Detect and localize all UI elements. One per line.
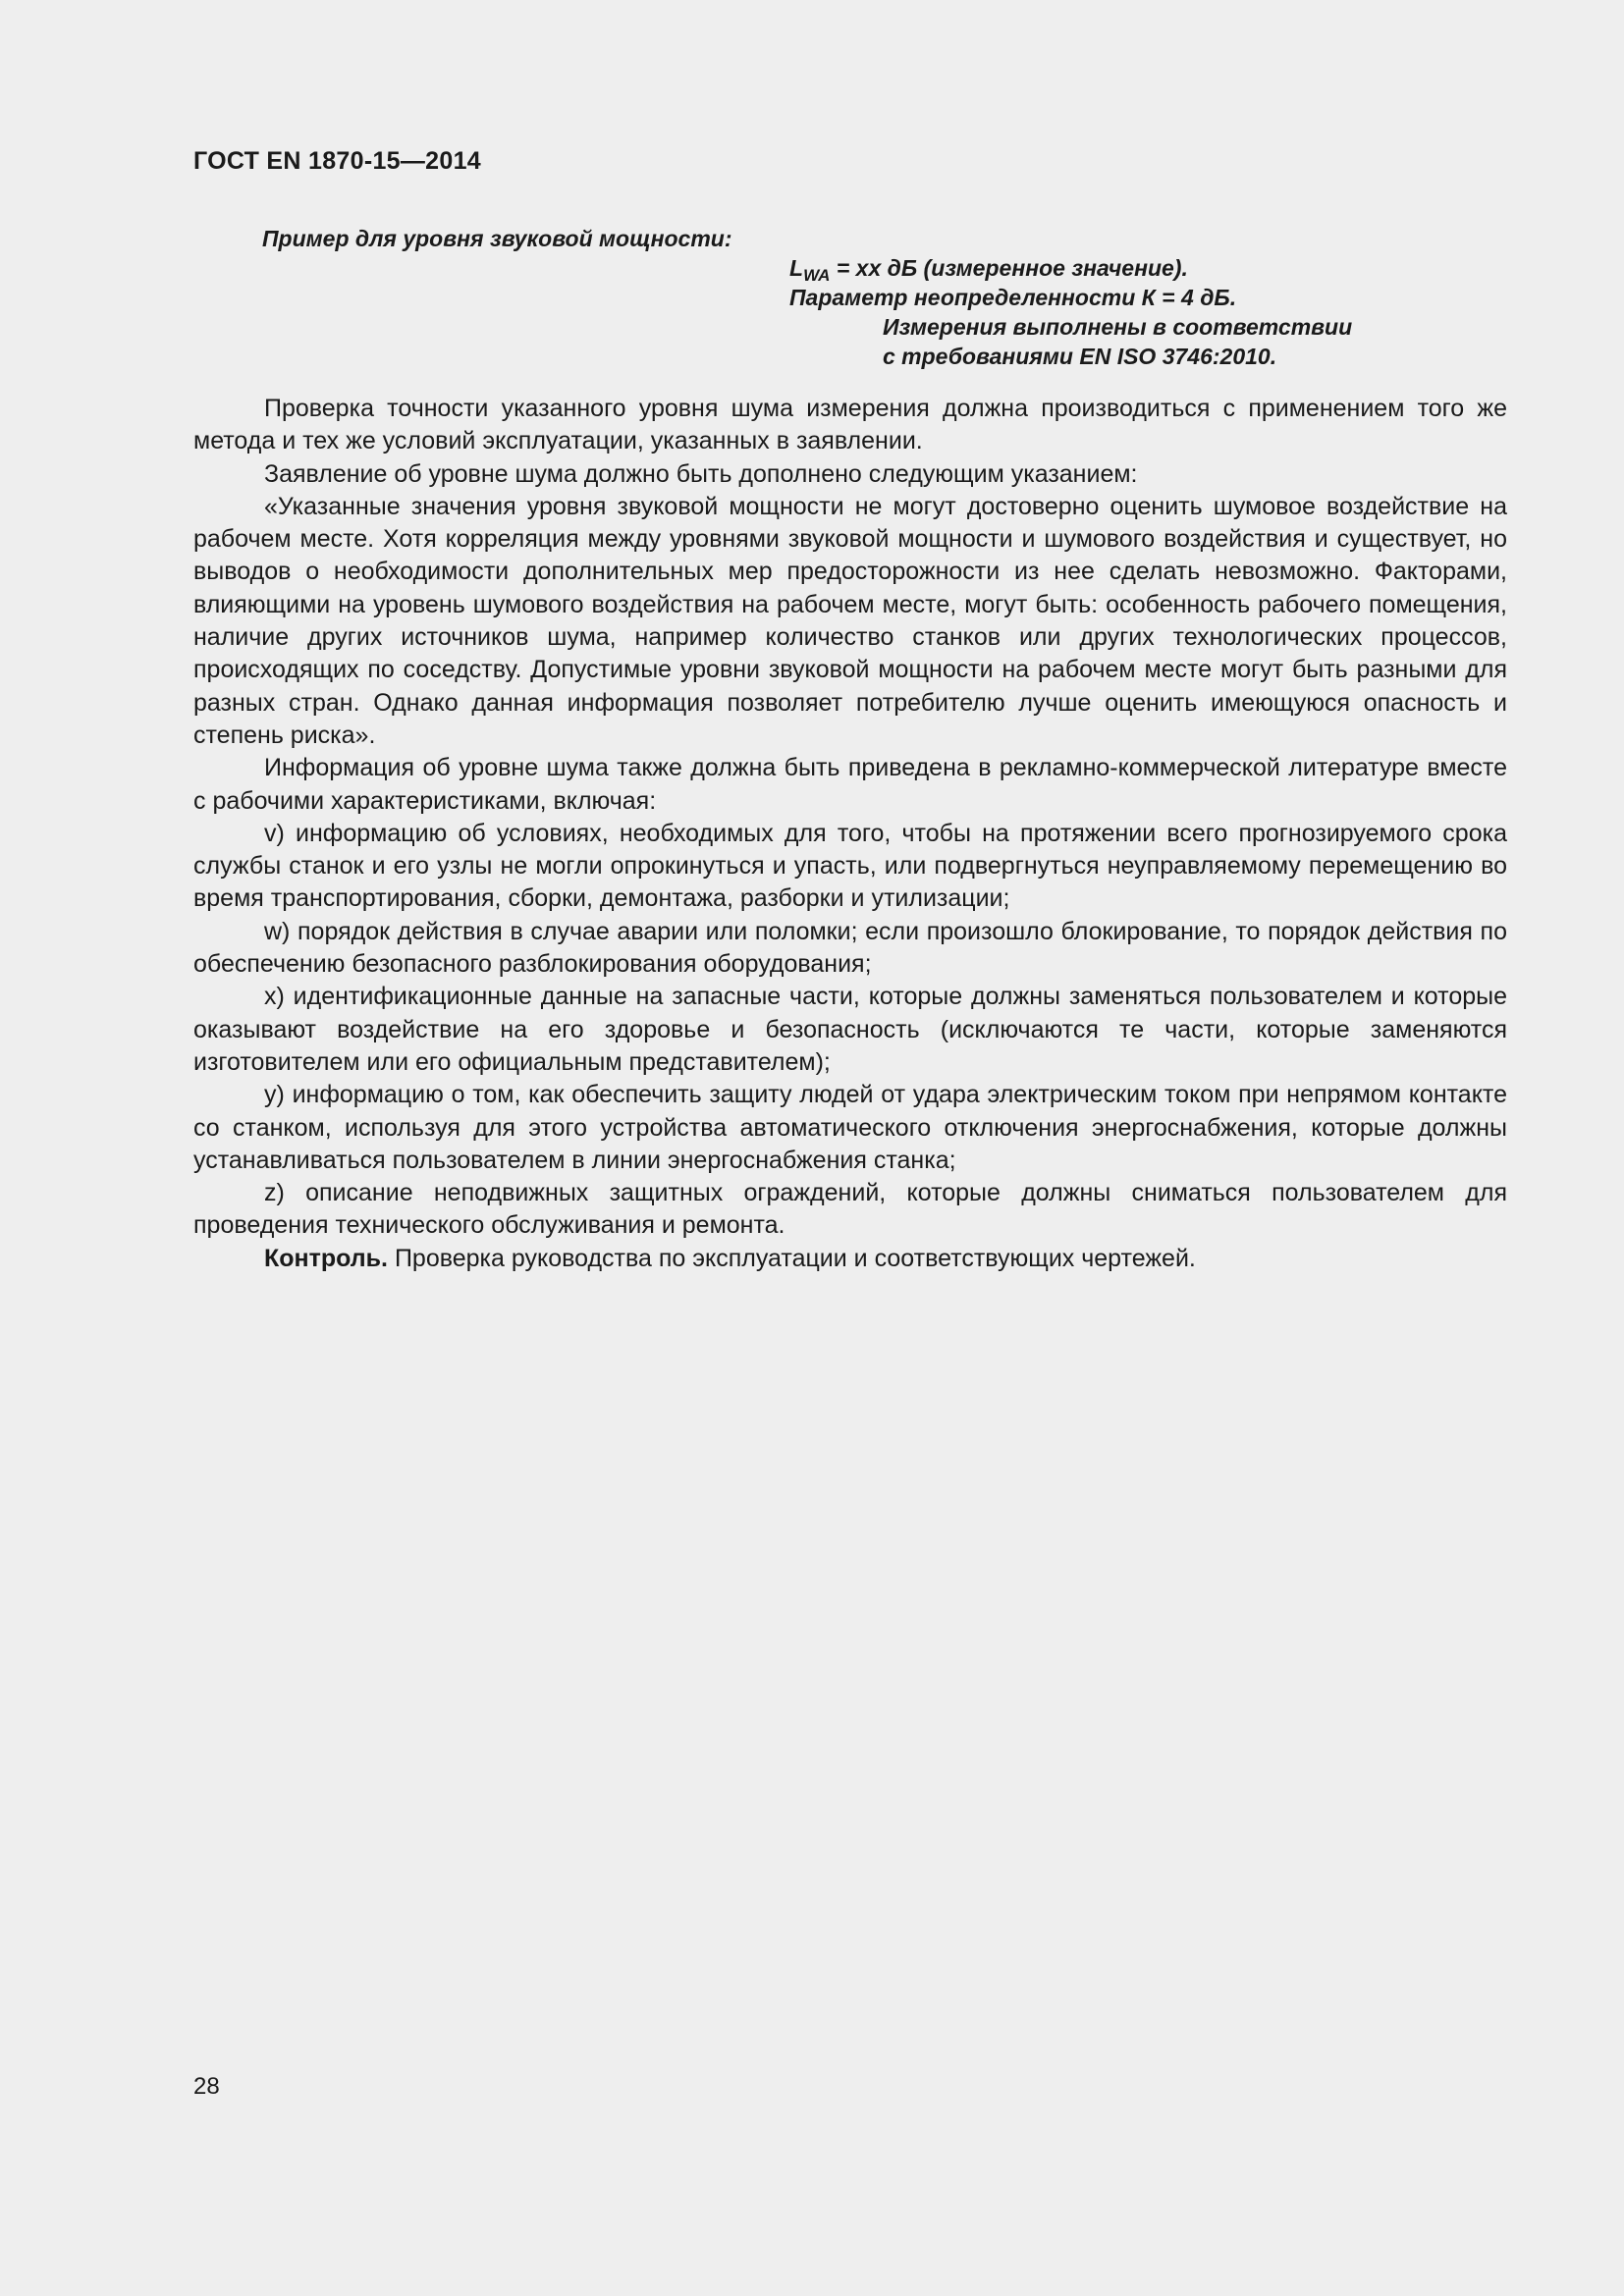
example-title: Пример для уровня звуковой мощности: xyxy=(262,226,732,251)
lwa-subscript: WA xyxy=(803,266,831,285)
control-text: Проверка руководства по эксплуатации и соответствующих чертежей. xyxy=(388,1244,1196,1272)
page-header: ГОСТ EN 1870-15—2014 xyxy=(193,147,481,175)
lwa-symbol: L xyxy=(789,255,804,281)
list-item-x: x) идентификационные данные на запасные части, которые должны заменяться пользователем и которые оказывают воздействие на его здоровье и безопасность (исключаются те части, которые заменяются изготовителем или его официальным представителем); xyxy=(193,983,1507,1076)
paragraph-control xyxy=(193,1243,1507,1275)
body-text xyxy=(193,393,1507,1275)
list-item-z: z) описание неподвижных защитных ограждений, которые должны сниматься пользователем для проведения технического обслуживания и ремонта. xyxy=(193,1179,1507,1240)
list-item-w: w) порядок действия в случае аварии или поломки; если произошло блокирование, то порядок действия по обеспечению безопасного разблокирования оборудования; xyxy=(193,917,1507,979)
list-item-v: v) информацию об условиях, необходимых для того, чтобы на протяжении всего прогнозируемого срока службы станок и его узлы не могли опрокинуться и упасть, или подвергнуться неуправляемому перемещению во время транспортирования, сборки, демонтажа, разборки и утилизации; xyxy=(193,819,1507,913)
control-label: Контроль. xyxy=(264,1244,388,1272)
example-lwa-line xyxy=(789,253,1509,283)
page-number: 28 xyxy=(193,2073,220,2100)
paragraph-sales-literature: Информация об уровне шума также должна быть приведена в рекламно-коммерческой литературе вместе с рабочими характеристиками, включая: xyxy=(193,754,1507,815)
example-uncertainty-line: Параметр неопределенности К = 4 дБ. xyxy=(789,285,1237,310)
list-item-y: y) информацию о том, как обеспечить защиту людей от удара электрическим током при непрямом контакте со станком, используя для этого устройства автоматического отключения энергоснабжения, которые должны устанавливаться пользователем в линии энергоснабжения станка; xyxy=(193,1081,1507,1174)
sound-power-example xyxy=(193,224,1509,371)
example-conformity-line-1: Измерения выполнены в соответствии xyxy=(883,314,1353,340)
paragraph-quoted-notice: «Указанные значения уровня звуковой мощности не могут достоверно оценить шумовое воздействие на рабочем месте. Хотя корреляция между уровнями звуковой мощности и шумового воздействия и существует, но выводов о необходимости дополнительных мер предосторожности из нее сделать невозможно. Факторами, влияющими на уровень шумового воздействия на рабочем месте, могут быть: особенность рабочего помещения, наличие других источников шума, например количество станков или других технологических процессов, происходящих по соседству. Допустимые уровни звуковой мощности на рабочем месте могут быть разными для разных стран. Однако данная информация позволяет потребителю лучше оценить имеющуюся опасность и степень риска». xyxy=(193,492,1507,749)
lwa-value-text: = xx дБ (измеренное значение). xyxy=(830,255,1188,281)
paragraph-accuracy-check: Проверка точности указанного уровня шума измерения должна производиться с применением того же метода и тех же условий эксплуатации, указанных в заявлении. xyxy=(193,395,1507,455)
example-conformity-line-2: с требованиями EN ISO 3746:2010. xyxy=(883,344,1277,369)
paragraph-noise-statement: Заявление об уровне шума должно быть дополнено следующим указанием: xyxy=(264,459,1138,488)
